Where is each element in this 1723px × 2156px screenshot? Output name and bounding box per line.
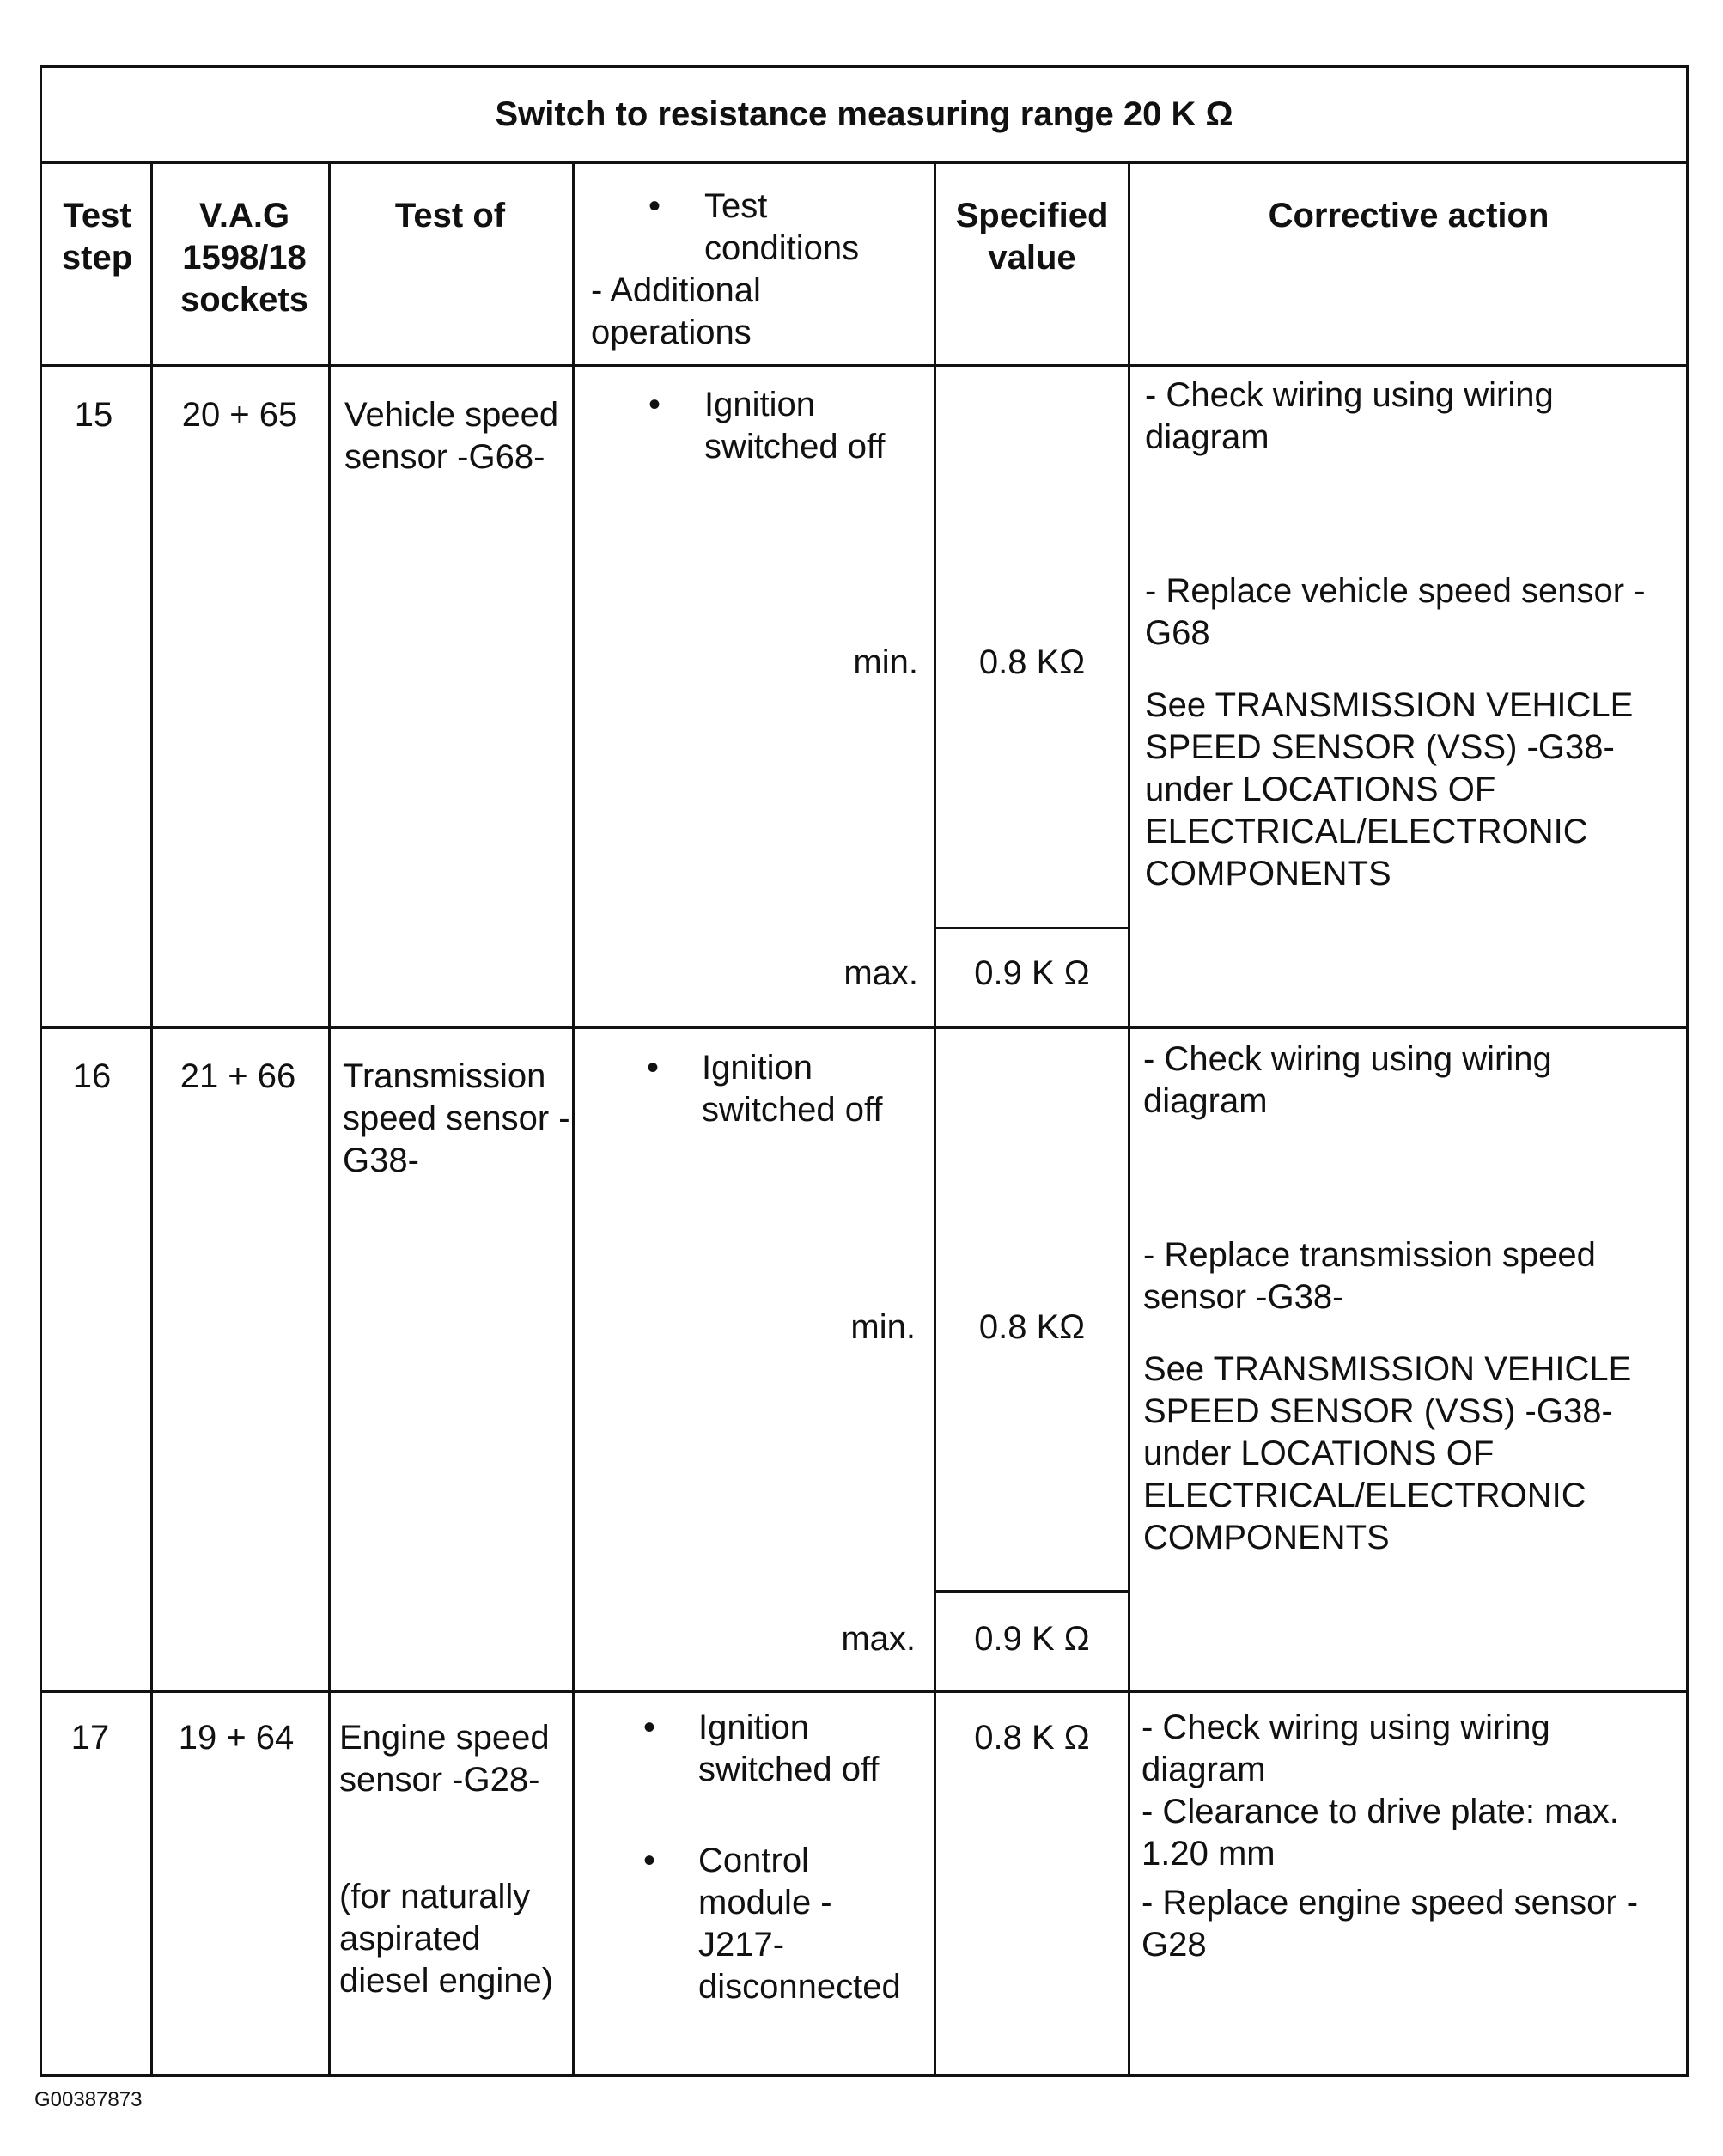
header-test-of: Test of [394,197,506,234]
header-additional-operations: - Additional operations [591,271,761,351]
row-17-sockets: 19 + 64 [178,1719,295,1757]
header-test-step: Test step [61,197,133,277]
bullet-icon: • [648,386,661,423]
row-15-condition: Ignition switched off [704,386,886,466]
bullet-icon: • [648,187,661,225]
row-15-action-check-wiring: - Check wiring using wiring diagram [1145,376,1554,456]
row-15-action-see-reference: See TRANSMISSION VEHICLE SPEED SENSOR (VSS) -G38- under LOCATIONS OF ELECTRICAL/ELECTRONIC COMPONENTS [1145,686,1634,892]
row-16-max-value: 0.9 K Ω [974,1620,1090,1658]
value-divider [934,927,1130,929]
row-16-min-value: 0.8 KΩ [978,1308,1086,1346]
column-divider [1128,164,1130,2077]
header-specified-value: Specified value [955,197,1109,277]
row-16-action-check-wiring: - Check wiring using wiring diagram [1143,1040,1552,1120]
row-17-action-replace: - Replace engine speed sensor -G28 [1142,1884,1639,1964]
row-15-max-label: max. [843,954,918,992]
resistance-test-table [40,65,1689,2077]
column-divider [328,164,331,2077]
row-divider [42,364,1686,367]
bullet-icon: • [647,1049,660,1087]
row-16-sockets: 21 + 66 [180,1057,296,1095]
row-15-min-value: 0.8 KΩ [978,643,1086,681]
value-divider [934,1590,1130,1593]
header-sockets: V.A.G 1598/18 sockets [180,197,308,319]
bullet-icon: • [643,1708,656,1746]
row-15-action-replace: - Replace vehicle speed sensor -G68 [1145,572,1646,652]
row-17-step: 17 [70,1719,110,1757]
header-test-conditions: Test conditions [704,187,860,267]
row-17-action-check-wiring: - Check wiring using wiring diagram [1142,1708,1550,1788]
row-16-min-label: min. [850,1308,916,1346]
row-divider [42,1690,1686,1693]
row-17-condition-2: Control module -J217- disconnected [698,1842,901,2006]
column-divider [572,164,575,2077]
row-16-test-of: Transmission speed sensor -G38- [343,1057,570,1179]
row-15-step: 15 [74,396,113,434]
row-16-condition: Ignition switched off [702,1049,883,1129]
row-15-min-label: min. [853,643,918,681]
row-17-test-of: Engine speed sensor -G28- [339,1719,550,1799]
row-17-action-clearance: - Clearance to drive plate: max. 1.20 mm [1142,1793,1619,1873]
row-16-action-see-reference: See TRANSMISSION VEHICLE SPEED SENSOR (VSS) -G38- under LOCATIONS OF ELECTRICAL/ELECTRONIC COMPONENTS [1143,1350,1632,1556]
row-16-action-replace: - Replace transmission speed sensor -G38- [1143,1236,1596,1316]
row-16-max-label: max. [841,1620,916,1658]
row-15-test-of: Vehicle speed sensor -G68- [344,396,559,476]
header-corrective-action: Corrective action [1268,197,1549,234]
column-divider [934,164,936,2077]
row-divider [42,1026,1686,1029]
figure-code: G00387873 [34,2088,143,2111]
row-15-max-value: 0.9 K Ω [974,954,1090,992]
column-divider [150,164,153,2077]
row-17-test-of-note: (for naturally aspirated diesel engine) [339,1878,554,2000]
bullet-icon: • [643,1842,656,1879]
row-17-condition: Ignition switched off [698,1708,880,1788]
row-15-sockets: 20 + 65 [181,396,298,434]
row-16-step: 16 [72,1057,112,1095]
row-17-value: 0.8 K Ω [974,1719,1090,1757]
table-title: Switch to resistance measuring range 20 K Ω [42,68,1686,164]
